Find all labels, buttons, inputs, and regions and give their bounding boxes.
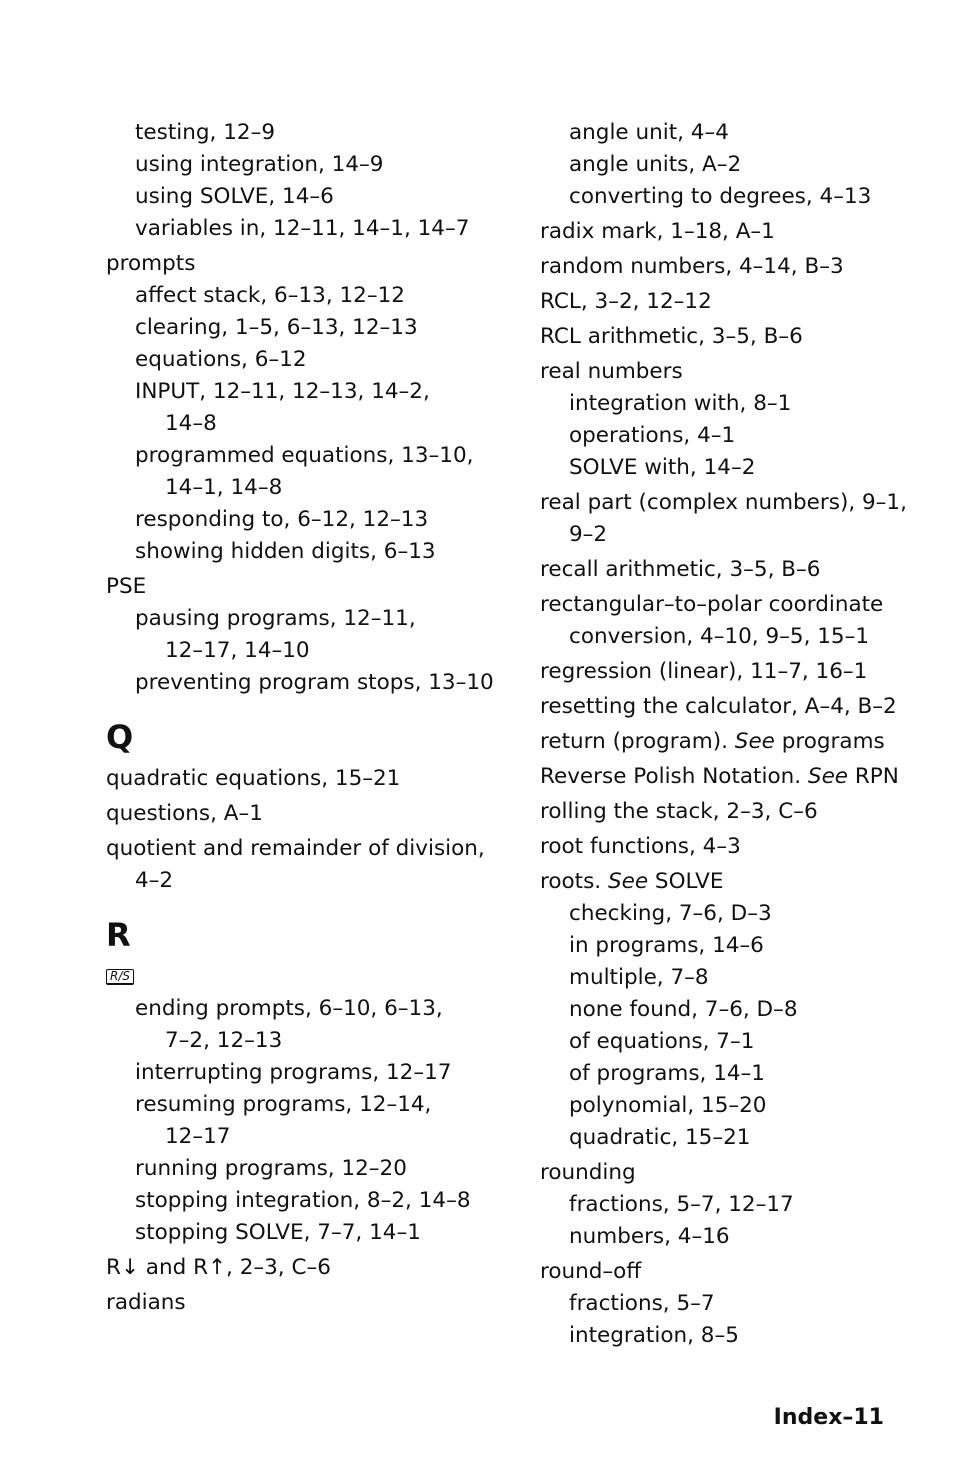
see-reference: See <box>734 729 775 754</box>
index-entry: round–off <box>540 1259 642 1284</box>
index-subentry: operations, 4–1 <box>569 423 736 448</box>
index-entry: PSE <box>106 574 147 599</box>
section-heading: R <box>106 916 131 954</box>
index-column-left <box>106 117 506 1319</box>
index-subentry: testing, 12–9 <box>135 120 275 145</box>
index-subentry: affect stack, 6–13, 12–12 <box>135 283 405 308</box>
see-target: programs <box>774 729 885 754</box>
index-entry <box>540 761 900 793</box>
run-stop-key-icon: R/S <box>106 969 134 985</box>
index-subentry: clearing, 1–5, 6–13, 12–13 <box>135 315 418 340</box>
index-subentry: running programs, 12–20 <box>135 1156 407 1181</box>
index-entry: quotient and remainder of division, <box>106 836 485 861</box>
index-subentry: INPUT, 12–11, 12–13, 14–2, <box>135 379 430 404</box>
index-subentry: equations, 6–12 <box>135 347 307 372</box>
index-subentry: none found, 7–6, D–8 <box>569 997 798 1022</box>
index-entry <box>540 866 900 898</box>
index-subentry: quadratic, 15–21 <box>569 1125 751 1150</box>
index-subentry: SOLVE with, 14–2 <box>569 455 756 480</box>
index-subentry: fractions, 5–7, 12–17 <box>569 1192 794 1217</box>
see-reference: See <box>607 869 649 894</box>
index-subentry: using integration, 14–9 <box>135 152 384 177</box>
index-subentry: variables in, 12–11, 14–1, 14–7 <box>135 216 470 241</box>
index-subentry: 9–2 <box>569 522 608 547</box>
index-subentry: integration with, 8–1 <box>569 391 792 416</box>
index-subentry: conversion, 4–10, 9–5, 15–1 <box>569 624 870 649</box>
index-subentry: of equations, 7–1 <box>569 1029 755 1054</box>
entry-text: roots. <box>540 869 608 894</box>
index-subentry: pausing programs, 12–11, <box>135 606 416 631</box>
entry-text: return (program). <box>540 729 735 754</box>
index-subentry: ending prompts, 6–10, 6–13, <box>135 996 443 1021</box>
index-subentry: resuming programs, 12–14, <box>135 1092 432 1117</box>
index-subentry: converting to degrees, 4–13 <box>569 184 872 209</box>
index-subentry: 14–8 <box>165 411 217 436</box>
see-target: RPN <box>848 764 899 789</box>
index-entry <box>106 961 506 993</box>
index-subentry: responding to, 6–12, 12–13 <box>135 507 429 532</box>
index-entry: resetting the calculator, A–4, B–2 <box>540 694 897 719</box>
see-reference: See <box>807 764 849 789</box>
index-entry: rectangular–to–polar coordinate <box>540 592 884 617</box>
index-entry: rounding <box>540 1160 636 1185</box>
index-entry: R↓ and R↑, 2–3, C–6 <box>106 1255 331 1280</box>
index-entry: prompts <box>106 251 196 276</box>
index-subentry: fractions, 5–7 <box>569 1291 715 1316</box>
index-subentry: programmed equations, 13–10, <box>135 443 474 468</box>
index-entry <box>540 726 900 758</box>
index-entry: rolling the stack, 2–3, C–6 <box>540 799 818 824</box>
index-entry: real numbers <box>540 359 683 384</box>
index-entry: quadratic equations, 15–21 <box>106 766 401 791</box>
section-heading: Q <box>106 718 134 756</box>
index-entry: real part (complex numbers), 9–1, <box>540 490 907 515</box>
index-entry: radians <box>106 1290 186 1315</box>
index-subentry: 12–17 <box>165 1124 231 1149</box>
index-subentry: 7–2, 12–13 <box>165 1028 283 1053</box>
index-entry: RCL, 3–2, 12–12 <box>540 289 712 314</box>
index-subentry: 14–1, 14–8 <box>165 475 283 500</box>
index-subentry: multiple, 7–8 <box>569 965 709 990</box>
index-subentry: angle units, A–2 <box>569 152 742 177</box>
index-entry: root functions, 4–3 <box>540 834 741 859</box>
index-subentry: stopping integration, 8–2, 14–8 <box>135 1188 471 1213</box>
index-subentry: showing hidden digits, 6–13 <box>135 539 436 564</box>
index-entry: RCL arithmetic, 3–5, B–6 <box>540 324 803 349</box>
index-entry: questions, A–1 <box>106 801 263 826</box>
entry-text: Reverse Polish Notation. <box>540 764 808 789</box>
index-column-right <box>540 117 907 1352</box>
index-subentry: checking, 7–6, D–3 <box>569 901 772 926</box>
index-subentry: interrupting programs, 12–17 <box>135 1060 452 1085</box>
index-subentry: 4–2 <box>135 868 174 893</box>
index-subentry: integration, 8–5 <box>569 1323 739 1348</box>
index-subentry: using SOLVE, 14–6 <box>135 184 334 209</box>
index-entry: radix mark, 1–18, A–1 <box>540 219 775 244</box>
index-entry: regression (linear), 11–7, 16–1 <box>540 659 868 684</box>
index-subentry: stopping SOLVE, 7–7, 14–1 <box>135 1220 421 1245</box>
see-target: SOLVE <box>648 869 724 894</box>
index-subentry: of programs, 14–1 <box>569 1061 765 1086</box>
index-subentry: 12–17, 14–10 <box>165 638 310 663</box>
index-subentry: polynomial, 15–20 <box>569 1093 767 1118</box>
page-footer: Index–11 <box>773 1405 884 1430</box>
index-entry: recall arithmetic, 3–5, B–6 <box>540 557 821 582</box>
index-subentry: in programs, 14–6 <box>569 933 764 958</box>
index-subentry: preventing program stops, 13–10 <box>135 670 494 695</box>
index-subentry: angle unit, 4–4 <box>569 120 729 145</box>
index-subentry: numbers, 4–16 <box>569 1224 730 1249</box>
index-entry: random numbers, 4–14, B–3 <box>540 254 844 279</box>
